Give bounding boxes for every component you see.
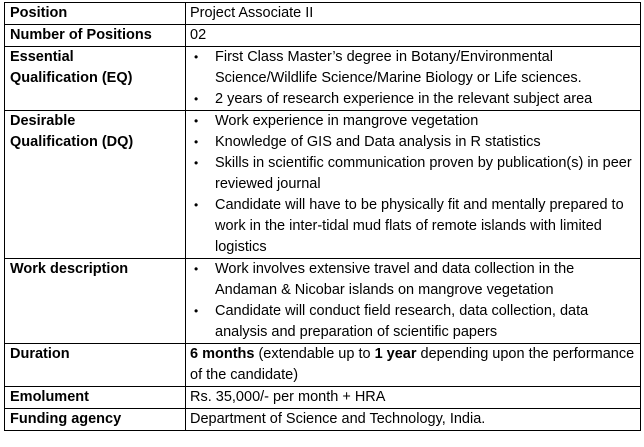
bullet-icon: •: [194, 156, 199, 170]
list-item-text: 2 years of research experience in the relevant subject area: [215, 91, 593, 107]
bullet-icon: •: [194, 114, 199, 128]
list-item: [190, 111, 635, 132]
work-description-label: Work description: [5, 259, 186, 344]
list-item-text: Candidate will have to be physically fit and mentally prepared to work in the inter-tidal mud flats of remote islands with limited logistics: [215, 197, 624, 255]
job-details-table: [4, 2, 641, 431]
row-essential-qualification: [5, 47, 641, 111]
essential-qualification-label: [5, 47, 186, 111]
row-duration: [5, 344, 641, 387]
emolument-label: Emolument: [5, 387, 186, 409]
row-emolument: [5, 387, 641, 409]
list-item: [190, 132, 635, 153]
position-label: Position: [5, 3, 186, 25]
row-funding-agency: [5, 409, 641, 431]
list-item: [190, 89, 635, 110]
bullet-icon: •: [194, 198, 199, 212]
list-item: [190, 195, 635, 258]
work-description-cell: [186, 259, 641, 344]
duration-label: Duration: [5, 344, 186, 387]
desirable-qualification-label-line2: Qualification (DQ): [10, 134, 134, 150]
number-of-positions-value: 02: [186, 25, 641, 47]
essential-qualification-label-line2: Qualification (EQ): [10, 70, 133, 86]
bullet-icon: •: [194, 50, 199, 64]
bullet-icon: •: [194, 304, 199, 318]
row-work-description: [5, 259, 641, 344]
duration-text-1: (extendable up to: [254, 346, 375, 362]
position-value: Project Associate II: [186, 3, 641, 25]
list-item: [190, 301, 635, 343]
row-number-of-positions: [5, 25, 641, 47]
list-item-text: Work experience in mangrove vegetation: [215, 113, 479, 129]
list-item-text: Work involves extensive travel and data collection in the Andaman & Nicobar islands on mangrove vegetation: [215, 261, 575, 298]
row-position: [5, 3, 641, 25]
list-item: [190, 47, 635, 89]
desirable-qualification-label-line1: Desirable: [10, 113, 76, 129]
emolument-value: Rs. 35,000/- per month + HRA: [186, 387, 641, 409]
list-item-text: Candidate will conduct field research, data collection, data analysis and preparation of scientific papers: [215, 303, 589, 340]
work-description-list: [190, 259, 635, 343]
list-item-text: First Class Master’s degree in Botany/Environmental Science/Wildlife Science/Marine Biology or Life sciences.: [215, 49, 582, 86]
list-item: [190, 153, 635, 195]
bullet-icon: •: [194, 262, 199, 276]
essential-qualification-cell: [186, 47, 641, 111]
list-item: [190, 259, 635, 301]
bullet-icon: •: [194, 135, 199, 149]
duration-value: [186, 344, 641, 387]
list-item-text: Knowledge of GIS and Data analysis in R statistics: [215, 134, 541, 150]
funding-agency-value: Department of Science and Technology, India.: [186, 409, 641, 431]
bullet-icon: •: [194, 92, 199, 106]
duration-text-2: depending upon the performance of the candidate): [190, 346, 635, 383]
duration-bold-months: 6 months: [190, 346, 255, 362]
row-desirable-qualification: [5, 111, 641, 259]
list-item-text: Skills in scientific communication proven by publication(s) in peer reviewed journal: [215, 155, 632, 192]
desirable-qualification-label: [5, 111, 186, 259]
duration-bold-year: 1 year: [374, 346, 417, 362]
funding-agency-label: Funding agency: [5, 409, 186, 431]
number-of-positions-label: Number of Positions: [5, 25, 186, 47]
desirable-qualification-list: [190, 111, 635, 258]
essential-qualification-label-line1: Essential: [10, 49, 74, 65]
essential-qualification-list: [190, 47, 635, 110]
desirable-qualification-cell: [186, 111, 641, 259]
